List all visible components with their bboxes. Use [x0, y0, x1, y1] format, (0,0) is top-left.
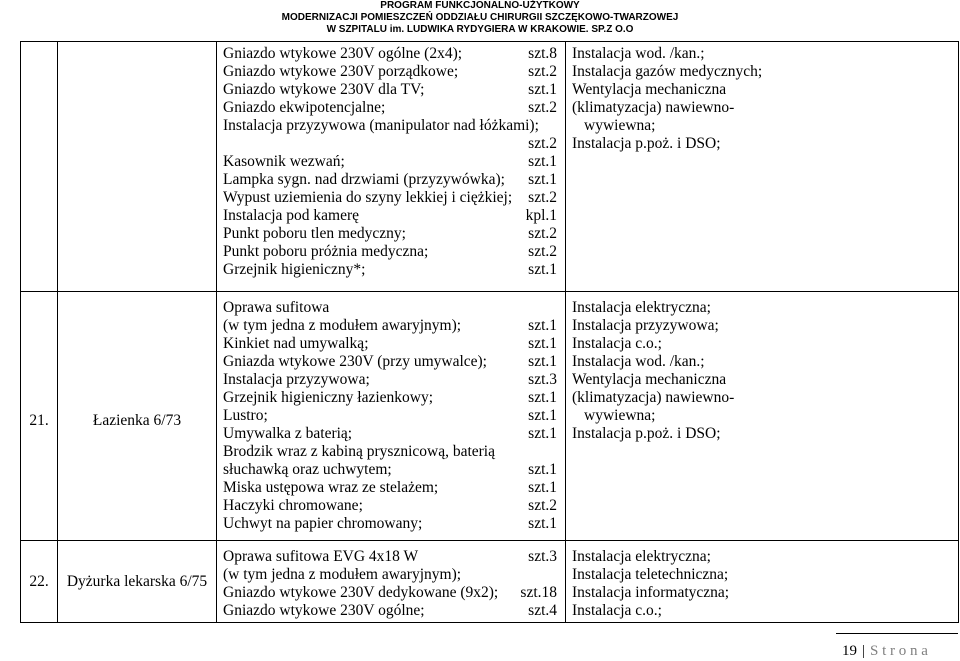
equipment-quantity: kpl.1	[525, 207, 557, 224]
equipment-line	[223, 407, 557, 425]
equipment-name: Gniazda wtykowe 230V (przy umywalce);	[223, 353, 487, 370]
equipment-name: Oprawa sufitowa	[223, 299, 330, 316]
equipment-line	[223, 335, 557, 353]
installation-line: Instalacja elektryczna;	[572, 299, 711, 316]
installation-line: Instalacja p.poż. i DSO;	[572, 425, 721, 442]
equipment-quantity: szt.2	[528, 243, 557, 260]
equipment-name: Grzejnik higieniczny*;	[223, 261, 366, 278]
equipment-name: Umywalka z baterią;	[223, 425, 353, 442]
installation-line: Wentylacja mechaniczna	[572, 371, 727, 388]
equipment-line	[223, 99, 557, 117]
room-name-cell: Łazienka 6/73	[58, 292, 217, 541]
equipment-name: Haczyki chromowane;	[223, 497, 363, 514]
equipment-line	[223, 497, 557, 515]
equipment-name: Oprawa sufitowa EVG 4x18 W	[223, 548, 419, 565]
header-line-2: MODERNIZACJI POMIESZCZEŃ ODDZIAŁU CHIRURGII SZCZĘKOWO-TWARZOWEJ	[281, 12, 679, 23]
equipment-name: Gniazdo wtykowe 230V porządkowe;	[223, 63, 459, 80]
table-row	[21, 292, 959, 541]
footer-separator: |	[862, 643, 866, 659]
installation-line: Wentylacja mechaniczna	[572, 81, 727, 98]
equipment-line	[223, 207, 557, 225]
equipment-cell	[217, 292, 566, 541]
equipment-name: (w tym jedna z modułem awaryjnym);	[223, 566, 462, 583]
equipment-name: Kasownik wezwań;	[223, 153, 345, 170]
equipment-line	[223, 171, 557, 189]
equipment-line	[223, 548, 557, 566]
equipment-line	[223, 566, 557, 584]
equipment-quantity: szt.1	[528, 81, 557, 98]
equipment-quantity: szt.4	[528, 602, 557, 619]
equipment-quantity: szt.1	[528, 171, 557, 188]
equipment-line	[223, 425, 557, 443]
installation-line: (klimatyzacja) nawiewno-	[572, 389, 735, 406]
header-line-1: PROGRAM FUNKCJONALNO-UŻYTKOWY	[380, 0, 580, 11]
equipment-line	[223, 135, 557, 153]
equipment-line	[223, 353, 557, 371]
equipment-name: Grzejnik higieniczny łazienkowy;	[223, 389, 434, 406]
equipment-name: Gniazdo wtykowe 230V ogólne;	[223, 602, 425, 619]
equipment-line	[223, 299, 557, 317]
installation-line: wywiewna;	[584, 117, 656, 134]
equipment-line	[223, 153, 557, 171]
installation-line: (klimatyzacja) nawiewno-	[572, 99, 735, 116]
equipment-name: Wypust uziemienia do szyny lekkiej i ciężkiej;	[223, 189, 513, 206]
equipment-name: Instalacja przyzywowa (manipulator nad łóżkami);	[223, 117, 539, 134]
equipment-quantity: szt.1	[528, 479, 557, 496]
equipment-quantity: szt.3	[528, 548, 557, 565]
installation-line: Instalacja elektryczna;	[572, 548, 711, 565]
equipment-name: Punkt poboru tlen medyczny;	[223, 225, 406, 242]
equipment-line	[223, 389, 557, 407]
installations-cell	[566, 42, 959, 292]
equipment-quantity: szt.2	[528, 497, 557, 514]
equipment-line	[223, 225, 557, 243]
installation-line: Instalacja gazów medycznych;	[572, 63, 763, 80]
equipment-line	[223, 81, 557, 99]
equipment-quantity: szt.2	[528, 63, 557, 80]
equipment-name: Gniazdo wtykowe 230V dedykowane (9x2);	[223, 584, 499, 601]
equipment-quantity: szt.18	[520, 584, 557, 601]
equipment-line	[223, 189, 557, 207]
installation-line: Instalacja wod. /kan.;	[572, 353, 705, 370]
equipment-name: Instalacja pod kamerę	[223, 207, 359, 224]
installation-line: wywiewna;	[584, 407, 656, 424]
room-name-cell	[58, 42, 217, 292]
installation-line: Instalacja wod. /kan.;	[572, 45, 705, 62]
equipment-line	[223, 461, 557, 479]
installation-line: Instalacja przyzywowa;	[572, 317, 719, 334]
equipment-name: Gniazdo ekwipotencjalne;	[223, 99, 386, 116]
table-row	[21, 541, 959, 623]
installations-cell	[566, 541, 959, 623]
equipment-quantity: szt.3	[528, 371, 557, 388]
equipment-quantity: szt.1	[528, 515, 557, 532]
header-line-3: W SZPITALU im. LUDWIKA RYDYGIERA W KRAKOWIE. SP.Z O.O	[326, 24, 634, 35]
equipment-cell	[217, 541, 566, 623]
installation-line: Instalacja c.o.;	[572, 602, 662, 619]
equipment-quantity: szt.1	[528, 335, 557, 352]
equipment-name: Uchwyt na papier chromowany;	[223, 515, 423, 532]
equipment-quantity: szt.1	[528, 317, 557, 334]
equipment-name: Kinkiet nad umywalką;	[223, 335, 369, 352]
page-label: S t r o n a	[870, 643, 928, 659]
equipment-name: Miska ustępowa wraz ze stelażem;	[223, 479, 439, 496]
installations-cell	[566, 292, 959, 541]
room-equipment-table	[20, 41, 959, 623]
equipment-line	[223, 515, 557, 533]
equipment-line	[223, 371, 557, 389]
equipment-line	[223, 261, 557, 279]
row-number-cell: 21.	[21, 292, 58, 541]
equipment-quantity: szt.1	[528, 407, 557, 424]
installation-line: Instalacja p.poż. i DSO;	[572, 135, 721, 152]
room-name-cell: Dyżurka lekarska 6/75	[58, 541, 217, 623]
equipment-line	[223, 117, 557, 135]
equipment-line	[223, 479, 557, 497]
page-footer	[836, 633, 958, 660]
equipment-line	[223, 45, 557, 63]
equipment-name: Gniazdo wtykowe 230V ogólne (2x4);	[223, 45, 463, 62]
equipment-quantity: szt.2	[528, 99, 557, 116]
equipment-quantity: szt.2	[528, 225, 557, 242]
row-number-cell: 22.	[21, 541, 58, 623]
document-header	[0, 0, 960, 36]
equipment-line	[223, 443, 557, 461]
equipment-line	[223, 317, 557, 335]
installation-line: Instalacja c.o.;	[572, 335, 662, 352]
equipment-line	[223, 602, 557, 620]
equipment-line	[223, 243, 557, 261]
equipment-quantity: szt.1	[528, 461, 557, 478]
page-number: 19	[842, 643, 857, 659]
equipment-line	[223, 63, 557, 81]
equipment-quantity: szt.8	[528, 45, 557, 62]
equipment-quantity: szt.1	[528, 261, 557, 278]
row-number-cell	[21, 42, 58, 292]
equipment-name: Brodzik wraz z kabiną prysznicową, baterią	[223, 443, 495, 460]
equipment-line	[223, 584, 557, 602]
equipment-name: Gniazdo wtykowe 230V dla TV;	[223, 81, 425, 98]
installation-line: Instalacja teletechniczna;	[572, 566, 729, 583]
table-row	[21, 42, 959, 292]
equipment-quantity: szt.2	[528, 135, 557, 152]
equipment-name: Lustro;	[223, 407, 268, 424]
equipment-name: Instalacja przyzywowa;	[223, 371, 370, 388]
installation-line: Instalacja informatyczna;	[572, 584, 730, 601]
equipment-quantity: szt.1	[528, 425, 557, 442]
equipment-name: Lampka sygn. nad drzwiami (przyzywówka);	[223, 171, 505, 188]
equipment-cell	[217, 42, 566, 292]
equipment-quantity: szt.1	[528, 153, 557, 170]
equipment-quantity: szt.1	[528, 389, 557, 406]
equipment-name: słuchawką oraz uchwytem;	[223, 461, 392, 478]
equipment-name: (w tym jedna z modułem awaryjnym);	[223, 317, 462, 334]
equipment-name: Punkt poboru próżnia medyczna;	[223, 243, 429, 260]
equipment-quantity: szt.2	[528, 189, 557, 206]
equipment-quantity: szt.1	[528, 353, 557, 370]
